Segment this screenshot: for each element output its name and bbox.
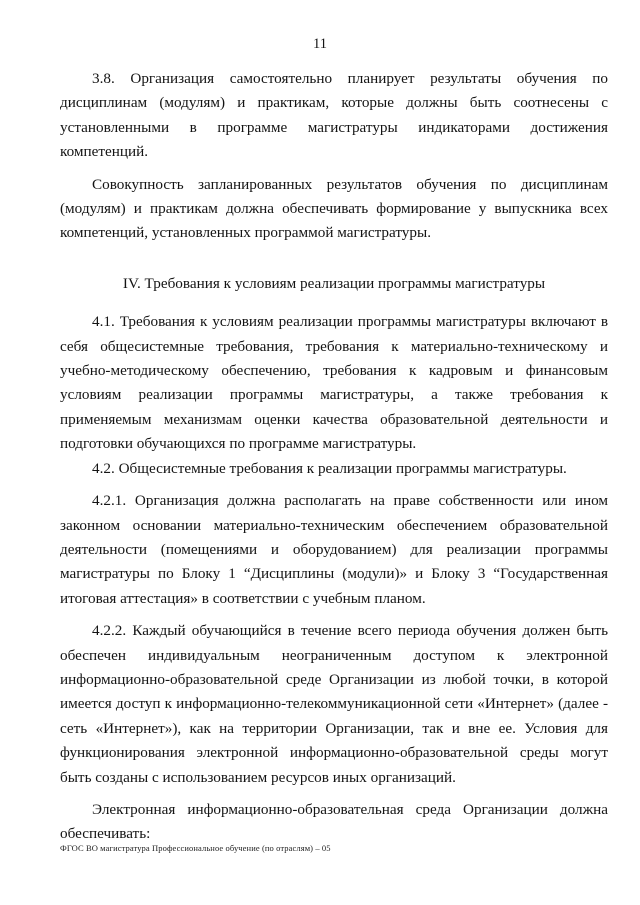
document-body	[60, 67, 608, 847]
paragraph-3-8: 3.8. Организация самостоятельно планирует результаты обучения по дисциплинам (модулям) и практикам, которые должны быть соотнесены с установленными в программе магистратуры индикаторами достижения компетенций.	[60, 70, 608, 161]
paragraph-aggregate-results: Совокупность запланированных результатов обучения по дисциплинам (модулям) и практикам должна обеспечивать формирование у выпускника всех компетенций, установленных программой магистратуры.	[60, 175, 608, 242]
paragraph-4-2: 4.2. Общесистемные требования к реализации программы магистратуры.	[92, 459, 567, 477]
paragraph-4-2-2: 4.2.2. Каждый обучающийся в течение всего периода обучения должен быть обеспечен индивидуальным неограниченным доступом к электронной информационно-образовательной среде Организации из любой точки, в которой имеется доступ к информационно-телекоммуникационной сети «Интернет» (далее - сеть «Интернет»), как на территории Организации, так и вне ее. Условия для функционирования электронной информационно-образовательной среды могут быть созданы с использованием ресурсов иных организаций.	[60, 622, 608, 786]
paragraph-4-2-1: 4.2.1. Организация должна располагать на праве собственности или ином законном основании материально-техническим обеспечением образовательной деятельности (помещениями и оборудованием) для реализации программы магистратуры по Блоку 1 “Дисциплины (модули)» и Блоку 3 “Государственная итоговая аттестация» в соответствии с учебным планом.	[60, 492, 608, 607]
paragraph-4-1: 4.1. Требования к условиям реализации программы магистратуры включают в себя общесистемные требования, требования к материально-техническому и учебно-методическому обеспечению, требования к кадровым и финансовым условиям реализации программы магистратуры, а также требования к применяемым механизмам оценки качества образовательной деятельности и подготовки обучающихся по программе магистратуры.	[60, 313, 608, 453]
section-heading: IV. Требования к условиям реализации программы магистратуры	[122, 274, 546, 292]
footer-text: ФГОС ВО магистратура Профессиональное обучение (по отраслям) – 05	[60, 843, 331, 853]
page-number: 11	[313, 36, 327, 52]
paragraph-eios: Электронная информационно-образовательная среда Организации должна обеспечивать:	[60, 800, 608, 843]
